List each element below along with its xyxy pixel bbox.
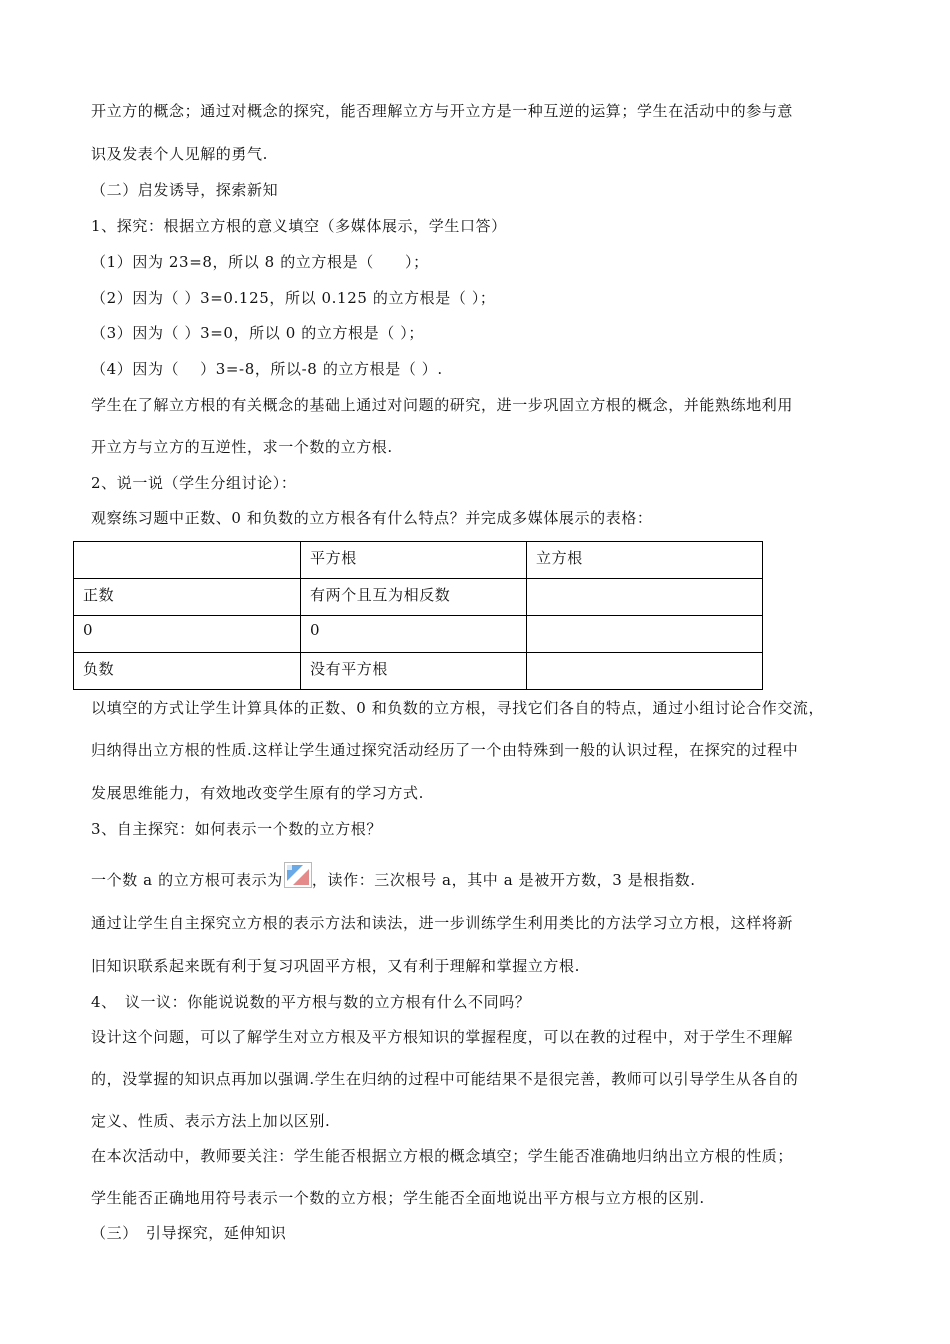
task-2-instruction: 观察练习题中正数、0 和负数的立方根各有什么特点？并完成多媒体展示的表格： xyxy=(91,509,653,527)
question-1: （1）因为 23=8，所以 8 的立方根是（ ）； xyxy=(91,253,429,271)
broken-image-icon xyxy=(284,862,312,888)
table-cell: 有两个且互为相反数 xyxy=(301,579,527,616)
cube-root-notation-line xyxy=(91,862,696,890)
table-cell: 负数 xyxy=(74,653,301,690)
table-row xyxy=(74,579,763,616)
paragraph-design-cont1: 的，没掌握的知识点再加以强调.学生在归纳的过程中可能结果不是很完善，教师可以引导学生从各自的 xyxy=(91,1070,799,1088)
task-4-heading: 4、 议一议：你能说说数的平方根与数的立方根有什么不同吗？ xyxy=(91,993,531,1011)
table-cell-blank xyxy=(527,579,763,616)
roots-comparison-table xyxy=(73,541,763,690)
question-4: （4）因为（ ）3=-8，所以-8 的立方根是（ ）. xyxy=(91,360,443,378)
table-cell-blank xyxy=(527,616,763,653)
paragraph-teacher-focus-cont: 学生能否正确地用符号表示一个数的立方根；学生能否全面地说出平方根与立方根的区别. xyxy=(91,1189,705,1207)
table-row xyxy=(74,616,763,653)
paragraph-design: 设计这个问题，可以了解学生对立方根及平方根知识的掌握程度，可以在教的过程中，对于学生不理解 xyxy=(91,1028,794,1046)
table-cell: 0 xyxy=(74,616,301,653)
paragraph-self-explore: 通过让学生自主探究立方根的表示方法和读法，进一步训练学生利用类比的方法学习立方根，这样将新 xyxy=(91,914,794,932)
paragraph-fill-blank-cont1: 归纳得出立方根的性质.这样让学生通过探究活动经历了一个由特殊到一般的认识过程，在探究的过程中 xyxy=(91,741,799,759)
question-2: （2）因为（ ）3=0.125，所以 0.125 的立方根是（ ）； xyxy=(91,289,496,307)
paragraph-self-explore-cont: 旧知识联系起来既有利于复习巩固平方根，又有利于理解和掌握立方根. xyxy=(91,957,580,975)
paragraph-concept-goals-cont: 识及发表个人见解的勇气. xyxy=(91,145,268,163)
notation-text-before: 一个数 a 的立方根可表示为 xyxy=(91,871,283,889)
table-row xyxy=(74,653,763,690)
table-cell xyxy=(74,542,301,579)
task-3-heading: 3、自主探究：如何表示一个数的立方根？ xyxy=(91,820,382,838)
section-heading-3: （三） 引导探究，延伸知识 xyxy=(91,1224,287,1242)
table-cell: 正数 xyxy=(74,579,301,616)
task-2-heading: 2、说一说（学生分组讨论）： xyxy=(91,474,297,492)
paragraph-concept-goals: 开立方的概念；通过对概念的探究，能否理解立方与开立方是一种互逆的运算；学生在活动中的参与意 xyxy=(91,102,794,120)
notation-text-after: ，读作：三次根号 a，其中 a 是被开方数，3 是根指数. xyxy=(311,871,696,889)
table-cell: 0 xyxy=(301,616,527,653)
paragraph-research-cont: 开立方与立方的互逆性，求一个数的立方根. xyxy=(91,438,393,456)
question-3: （3）因为（ ）3=0，所以 0 的立方根是（ ）； xyxy=(91,324,424,342)
section-heading-2: （二）启发诱导，探索新知 xyxy=(91,181,279,199)
paragraph-teacher-focus: 在本次活动中，教师要关注：学生能否根据立方根的概念填空；学生能否准确地归纳出立方根的性质； xyxy=(91,1147,794,1165)
paragraph-fill-blank-cont2: 发展思维能力，有效地改变学生原有的学习方式. xyxy=(91,784,424,802)
paragraph-research: 学生在了解立方根的有关概念的基础上通过对问题的研究，进一步巩固立方根的概念，并能熟练地利用 xyxy=(91,396,794,414)
table-header-row xyxy=(74,542,763,579)
paragraph-design-cont2: 定义、性质、表示方法上加以区别. xyxy=(91,1112,331,1130)
paragraph-fill-blank: 以填空的方式让学生计算具体的正数、0 和负数的立方根，寻找它们各自的特点，通过小组讨论合作交流， xyxy=(91,699,825,717)
table-header-cube-root: 立方根 xyxy=(527,542,763,579)
table-cell: 没有平方根 xyxy=(301,653,527,690)
task-1-heading: 1、探究：根据立方根的意义填空（多媒体展示，学生口答） xyxy=(91,217,507,235)
table-cell-blank xyxy=(527,653,763,690)
table-header-square-root: 平方根 xyxy=(301,542,527,579)
